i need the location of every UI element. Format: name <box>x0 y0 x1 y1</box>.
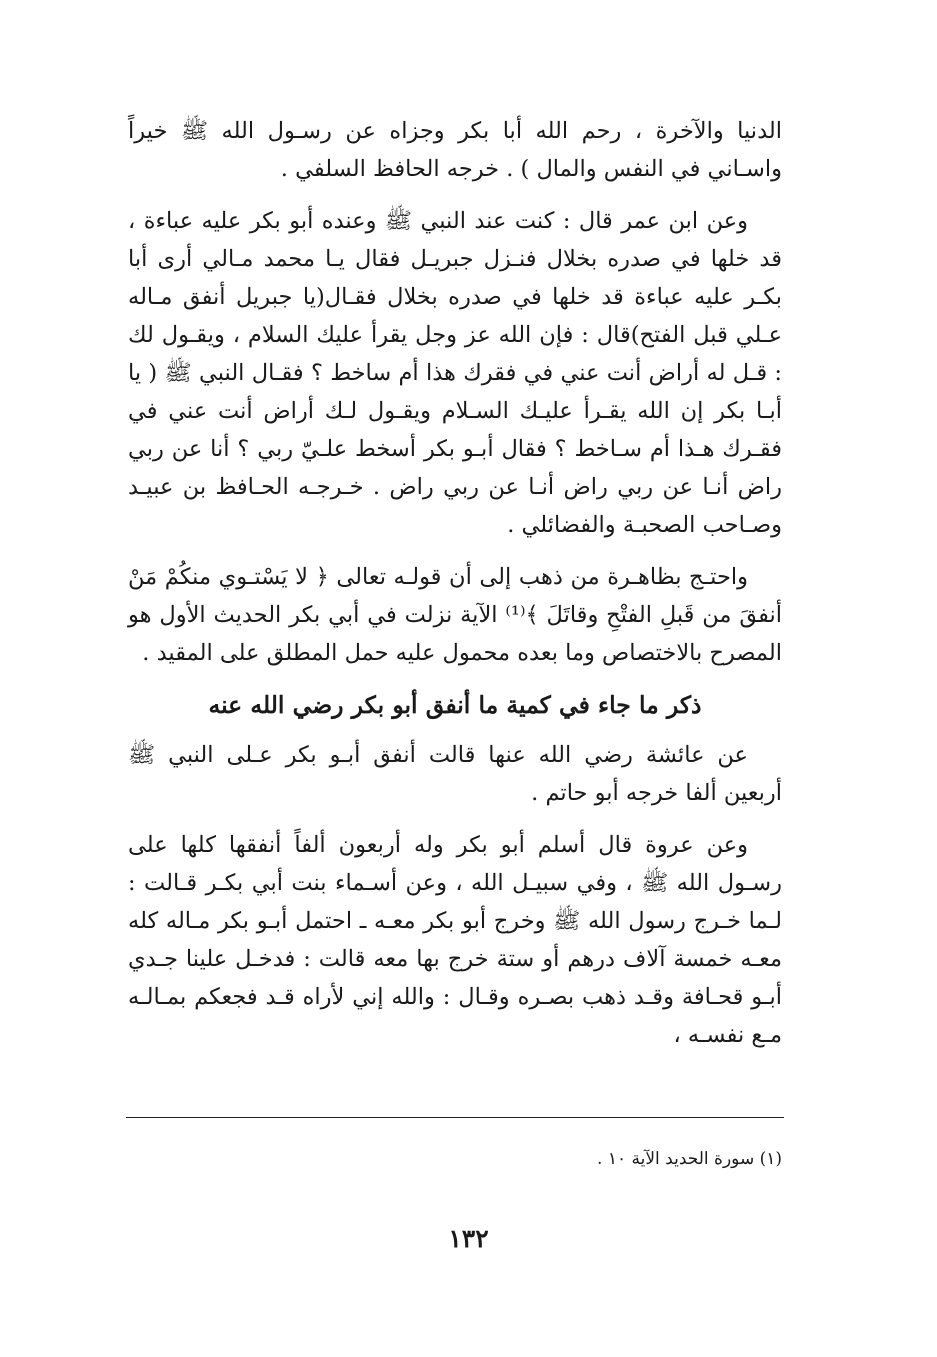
main-text <box>128 112 782 1054</box>
footnote: (١) سورة الحديد الآية ١٠ . <box>597 1149 782 1169</box>
paragraph-3: واحتـج بظاهـرة من ذهب إلى أن قولـه تعالى ﴿ لا يَسْتـوي منكُمْ مَنْ أنفقَ من قَبلِ الفتْحِ وقاتَلَ ﴾⁽¹⁾ الآية نزلت في أبي بكر الحديث الأول هو المصرح بالاختصاص وما بعده محمول عليه حمل المطلق على المقيد . <box>128 564 782 666</box>
section-heading: ذكر ما جاء في كمية ما أنفق أبو بكر رضي الله عنه <box>208 691 702 719</box>
paragraph-4: عن عائشة رضي الله عنها قالت أنفق أبـو بكر عـلى النبي ﷺ أربعين ألفا خرجه أبو حاتم . <box>128 742 782 806</box>
paragraph-1: الدنيا والآخرة ، رحم الله أبا بكر وجزاه عن رسـول الله ﷺ خيراً واسـاني في النفس والمال ) . خرجه الحافظ السلفي . <box>128 118 782 182</box>
paragraph-2: وعن ابن عمر قال : كنت عند النبي ﷺ وعنده أبو بكر عليه عباءة ، قد خلها في صدره بخلال فنـزل جبريـل فقال يـا محمد مـالي أرى أبا بكـر عليه عباءة قد خلها في صدره بخلال فقـال(يا جبريل أنفق مـاله عـلي قبل الفتح)قال : فإن الله عز وجل يقرأ عليك السلام ، ويقـول لك : قـل له أراض أنت عني في فقرك هذا أم ساخط ؟ فقـال النبي ﷺ ( يا أبـا بكر إن الله يقـرأ عليـك السـلام ويقـول لـك أراض أنت عني في فقـرك هـذا أم سـاخط ؟ فقال أبـو بكر أسخط علـيّ ربي ؟ أنا عن ربي راض أنـا عن ربي راض أنـا عن ربي راض . خـرجـه الحـافظ بن عبيـد وصـاحب الصحبـة والفضائلي . <box>128 208 782 538</box>
paragraph-5: وعن عروة قال أسلم أبو بكر وله أربعون ألفاً أنفقها كلها على رسـول الله ﷺ ، وفي سبيـل الله ، وعن أسـماء بنت أبي بكـر قـالت : لـما خـرج رسول الله ﷺ وخرج أبو بكر معـه ـ احتمل أبـو بكر مـاله كله معـه خمسة آلاف درهم أو ستة خرج بها معه قالت : فدخـل علينا جـدي أبـو قحـافة وقـد ذهب بصـره وقـال : والله إني لأراه قـد فجعكم بمـالـه مـع نفسـه ، <box>128 832 782 1048</box>
page-number: ١٣٢ <box>448 1224 489 1253</box>
footnote-divider <box>126 1117 784 1118</box>
